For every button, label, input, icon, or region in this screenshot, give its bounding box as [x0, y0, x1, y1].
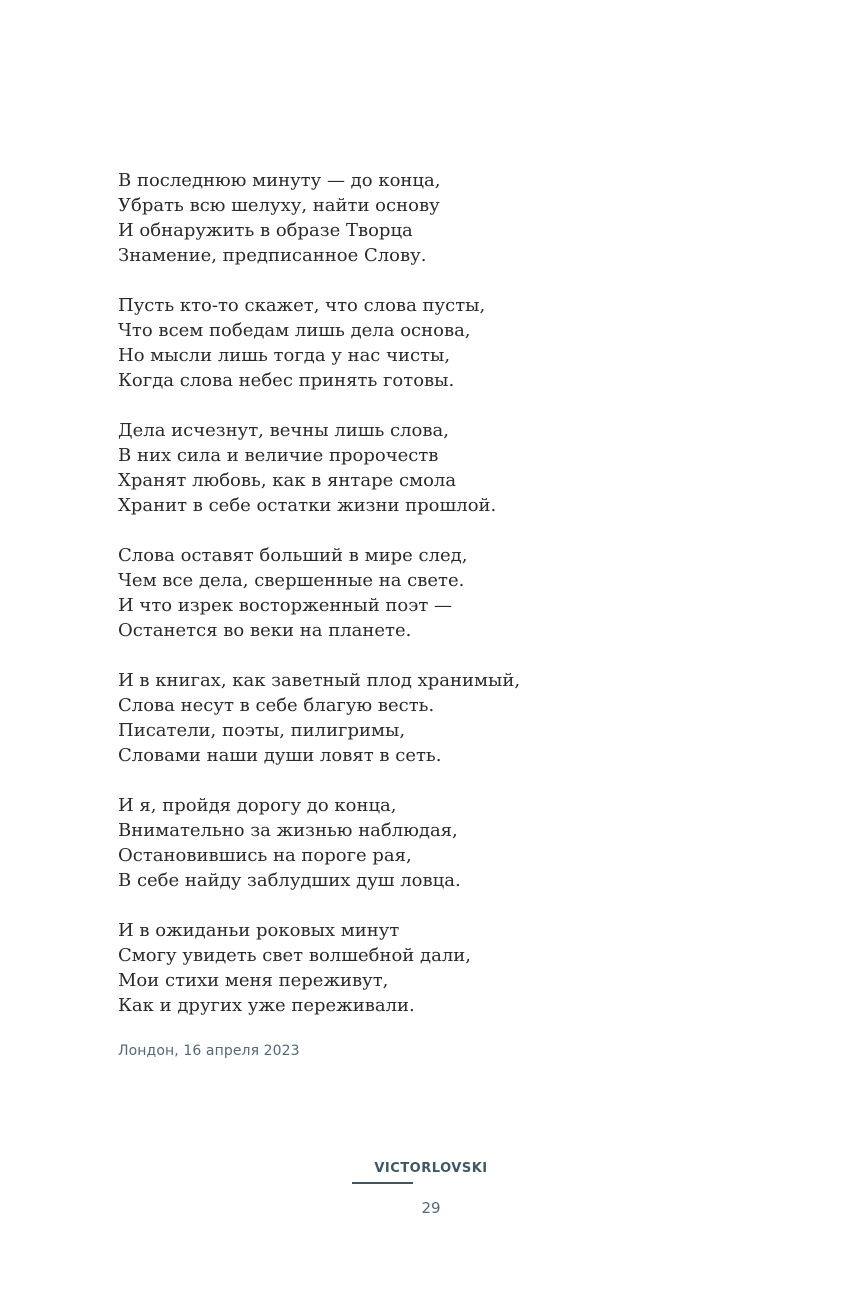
page-number: 29 — [421, 1199, 441, 1217]
poem-line: В них сила и величие пророчеств — [118, 445, 439, 466]
poem-line: Смогу увидеть свет волшебной дали, — [118, 945, 471, 966]
poem-line: И обнаружить в образе Творца — [118, 220, 413, 241]
poem-line: И что изрек восторженный поэт — — [118, 595, 453, 616]
poem-line: Чем все дела, свершенные на свете. — [118, 570, 465, 591]
stanza-7 — [118, 918, 738, 1018]
publisher-logo — [0, 1159, 862, 1177]
poem-line: Словами наши души ловят в сеть. — [118, 745, 442, 766]
stanza-4 — [118, 543, 738, 643]
poem-line: Останется во веки на планете. — [118, 620, 412, 641]
stanza-6 — [118, 793, 738, 893]
stanza-2 — [118, 293, 738, 393]
poem-line: Слова несут в себе благую весть. — [118, 695, 435, 716]
poem-line: Мои стихи меня переживут, — [118, 970, 389, 991]
poem-line: И в книгах, как заветный плод хранимый, — [118, 670, 521, 691]
poem-line: Убрать всю шелуху, найти основу — [118, 195, 440, 216]
poem-line: Что всем победам лишь дела основа, — [118, 320, 471, 341]
poem-line: Пусть кто-то скажет, что слова пусты, — [118, 295, 486, 316]
poem-line: Внимательно за жизнью наблюдая, — [118, 820, 458, 841]
poem-line: Слова оставят больший в мире след, — [118, 545, 468, 566]
stanza-3 — [118, 418, 738, 518]
poem-line: И в ожиданьи роковых минут — [118, 920, 400, 941]
poem-dateline: Лондон, 16 апреля 2023 — [118, 1043, 300, 1059]
poem — [118, 168, 738, 1043]
poem-line: Писатели, поэты, пилигримы, — [118, 720, 406, 741]
poem-line: Остановившись на пороге рая, — [118, 845, 412, 866]
poem-line: Как и других уже переживали. — [118, 995, 415, 1016]
poem-line: Но мысли лишь тогда у нас чисты, — [118, 345, 451, 366]
logo-underline — [352, 1182, 413, 1184]
stanza-5 — [118, 668, 738, 768]
poem-line: Дела исчезнут, вечны лишь слова, — [118, 420, 449, 441]
stanza-1 — [118, 168, 738, 268]
poem-line: И я, пройдя дорогу до конца, — [118, 795, 397, 816]
poem-line: Знамение, предписанное Слову. — [118, 245, 427, 266]
poem-line: В последнюю минуту — до конца, — [118, 170, 441, 191]
poem-line: Хранит в себе остатки жизни прошлой. — [118, 495, 497, 516]
poem-line: В себе найду заблудших душ ловца. — [118, 870, 461, 891]
poem-line: Когда слова небес принять готовы. — [118, 370, 455, 391]
publisher-logo-text: VICTORLOVSKI — [374, 1161, 488, 1176]
poem-line: Хранят любовь, как в янтаре смола — [118, 470, 457, 491]
